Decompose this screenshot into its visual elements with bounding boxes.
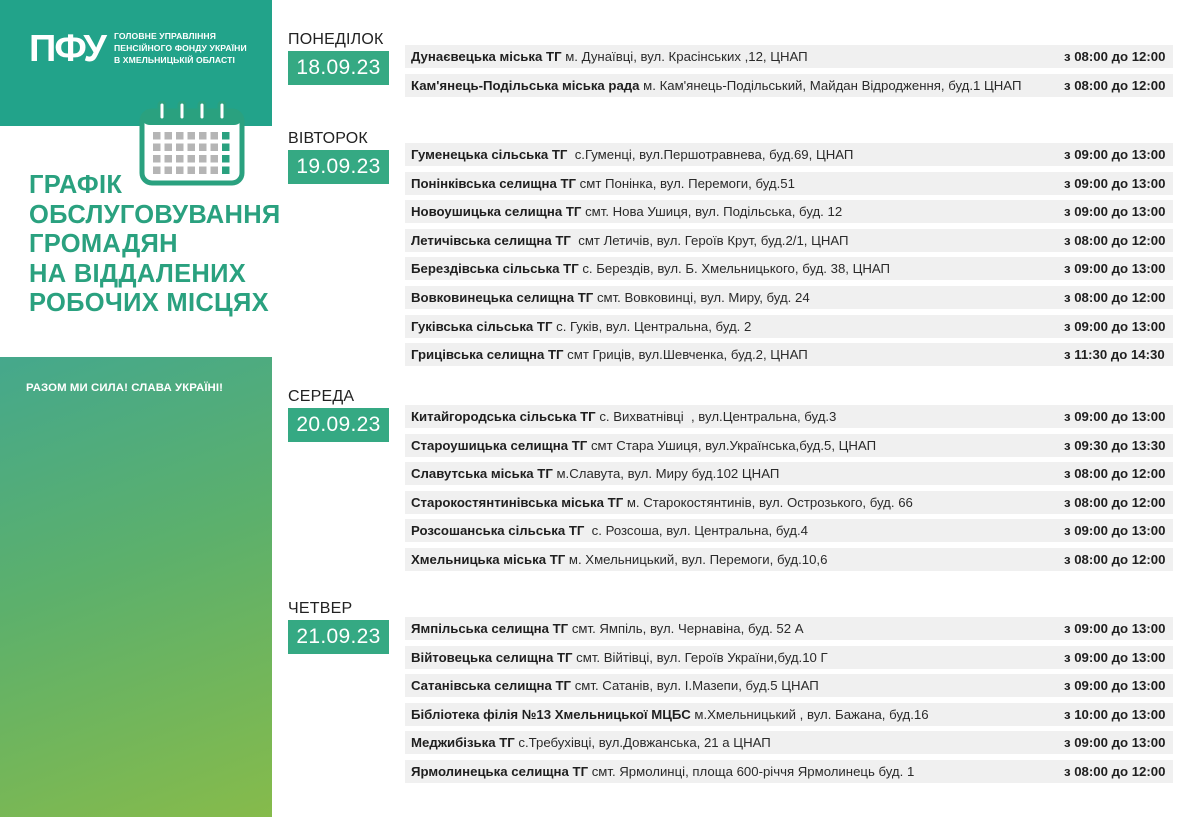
day-header-tuesday bbox=[288, 130, 398, 184]
location bbox=[411, 519, 808, 542]
calendar-cell bbox=[211, 155, 219, 163]
service-hours: з 09:00 до 13:00 bbox=[1064, 735, 1166, 751]
location bbox=[411, 343, 808, 366]
service-hours: з 09:30 до 13:30 bbox=[1064, 437, 1166, 453]
day-date: 21.09.23 bbox=[288, 620, 389, 654]
title-line: ГРОМАДЯН bbox=[29, 230, 178, 258]
schedule-row bbox=[405, 200, 1173, 223]
day-rows-wednesday bbox=[405, 405, 1173, 577]
location bbox=[411, 674, 819, 697]
service-hours: з 09:00 до 13:00 bbox=[1064, 621, 1166, 636]
location bbox=[411, 760, 914, 783]
gradient-band bbox=[0, 357, 272, 817]
location bbox=[411, 315, 751, 338]
schedule-row bbox=[405, 315, 1173, 338]
community-name: Розсошанська сільська ТГ bbox=[411, 523, 585, 539]
location bbox=[411, 731, 771, 754]
schedule-row bbox=[405, 491, 1173, 514]
community-name: Кам'янець-Подільська міська рада bbox=[411, 77, 640, 93]
schedule-row bbox=[405, 172, 1173, 195]
service-hours: з 09:00 до 13:00 bbox=[1064, 649, 1166, 665]
address: м. Дунаївці, вул. Красінських ,12, ЦНАП bbox=[561, 49, 808, 64]
service-hours: з 08:00 до 12:00 bbox=[1064, 551, 1166, 567]
schedule-row bbox=[405, 74, 1173, 97]
address: смт. Війтівці, вул. Героїв України,буд.10 Г bbox=[572, 649, 828, 665]
day-name: СЕРЕДА bbox=[288, 388, 355, 405]
pfu-logo: ПФУ bbox=[29, 28, 105, 70]
calendar-cell bbox=[153, 132, 161, 140]
address: м. Кам'янець-Подільський, Майдан Відродження, буд.1 ЦНАП bbox=[639, 77, 1022, 93]
service-hours: з 09:00 до 13:00 bbox=[1064, 318, 1166, 334]
community-name: Дунаєвецька міська ТГ bbox=[411, 49, 562, 64]
org-name-line: ПЕНСІЙНОГО ФОНДУ УКРАЇНИ bbox=[114, 43, 247, 53]
schedule-row bbox=[405, 731, 1173, 754]
day-rows-tuesday bbox=[405, 143, 1173, 372]
day-name: ПОНЕДІЛОК bbox=[288, 31, 384, 48]
service-hours: з 09:00 до 13:00 bbox=[1064, 678, 1166, 694]
address: с.Гуменці, вул.Першотравнева, буд.69, ЦНАП bbox=[567, 147, 854, 162]
title-line: РОБОЧИХ МІСЦЯХ bbox=[29, 289, 269, 317]
service-hours: з 08:00 до 12:00 bbox=[1064, 494, 1166, 510]
schedule-row bbox=[405, 405, 1173, 428]
schedule-title bbox=[29, 171, 281, 319]
address: с.Требухівці, вул.Довжанська, 21 а ЦНАП bbox=[514, 735, 771, 751]
calendar-cell bbox=[222, 144, 230, 152]
org-name-line: ГОЛОВНЕ УПРАВЛІННЯ bbox=[114, 31, 216, 41]
calendar-cell bbox=[165, 144, 173, 152]
location bbox=[411, 229, 849, 252]
day-rows-monday bbox=[405, 45, 1173, 102]
calendar-cell bbox=[199, 155, 207, 163]
location bbox=[411, 462, 779, 485]
community-name: Бібліотека філія №13 Хмельницької МЦБС bbox=[411, 706, 691, 722]
day-header-wednesday bbox=[288, 388, 398, 442]
schedule-row bbox=[405, 617, 1173, 640]
service-hours: з 08:00 до 12:00 bbox=[1064, 763, 1166, 779]
service-hours: з 09:00 до 13:00 bbox=[1064, 175, 1166, 191]
schedule-row bbox=[405, 343, 1173, 366]
calendar-cell bbox=[188, 144, 196, 152]
org-name bbox=[114, 30, 264, 66]
service-hours: з 09:00 до 13:00 bbox=[1064, 409, 1166, 424]
address: м.Хмельницький , вул. Бажана, буд.16 bbox=[690, 706, 929, 722]
community-name: Берездівська сільська ТГ bbox=[411, 261, 579, 277]
service-hours: з 09:00 до 13:00 bbox=[1064, 523, 1166, 539]
address: смт Летичів, вул. Героїв Крут, буд.2/1, ЦНАП bbox=[570, 232, 849, 248]
community-name: Вовковинецька селищна ТГ bbox=[411, 289, 594, 305]
schedule-row bbox=[405, 703, 1173, 726]
service-hours: з 08:00 до 12:00 bbox=[1064, 49, 1166, 64]
title-line: ГРАФІК bbox=[29, 171, 123, 199]
address: с. Гуків, вул. Центральна, буд. 2 bbox=[552, 318, 752, 334]
day-date: 19.09.23 bbox=[288, 150, 389, 184]
calendar-cell bbox=[222, 132, 230, 140]
schedule-row bbox=[405, 646, 1173, 669]
schedule-row bbox=[405, 462, 1173, 485]
service-hours: з 11:30 до 14:30 bbox=[1064, 347, 1165, 363]
day-name: ВІВТОРОК bbox=[288, 130, 368, 147]
location bbox=[411, 491, 913, 514]
community-name: Ямпільська селищна ТГ bbox=[411, 621, 569, 636]
day-name: ЧЕТВЕР bbox=[288, 600, 353, 617]
address: смт. Сатанів, вул. І.Мазепи, буд.5 ЦНАП bbox=[571, 678, 819, 694]
community-name: Меджибізька ТГ bbox=[411, 735, 515, 751]
address: смт Гриців, вул.Шевченка, буд.2, ЦНАП bbox=[563, 347, 808, 363]
community-name: Летичівська селищна ТГ bbox=[411, 232, 571, 248]
address: м.Славута, вул. Миру буд.102 ЦНАП bbox=[552, 466, 780, 482]
service-hours: з 08:00 до 12:00 bbox=[1064, 289, 1166, 305]
address: смт. Ямпіль, вул. Чернавіна, буд. 52 А bbox=[568, 621, 804, 636]
community-name: Китайгородська сільська ТГ bbox=[411, 409, 596, 424]
location bbox=[411, 548, 827, 571]
location bbox=[411, 646, 828, 669]
calendar-cell bbox=[176, 144, 184, 152]
address: смт. Вовковинці, вул. Миру, буд. 24 bbox=[593, 289, 810, 305]
calendar-cell bbox=[188, 132, 196, 140]
address: с. Вихватнівці , вул.Центральна, буд.3 bbox=[595, 409, 837, 424]
address: м. Старокостянтинів, вул. Острозького, буд. 66 bbox=[623, 494, 913, 510]
address: смт Стара Ушиця, вул.Українська,буд.5, ЦНАП bbox=[587, 437, 877, 453]
day-header-monday bbox=[288, 31, 398, 85]
location bbox=[411, 405, 836, 428]
calendar-cell bbox=[222, 155, 230, 163]
day-date: 20.09.23 bbox=[288, 408, 389, 442]
location bbox=[411, 172, 795, 195]
address: смт Понінка, вул. Перемоги, буд.51 bbox=[576, 175, 795, 191]
service-hours: з 09:00 до 13:00 bbox=[1064, 147, 1166, 162]
calendar-cell bbox=[153, 155, 161, 163]
location bbox=[411, 143, 853, 166]
calendar-cell bbox=[211, 144, 219, 152]
community-name: Хмельницька міська ТГ bbox=[411, 551, 566, 567]
address: с. Розсоша, вул. Центральна, буд.4 bbox=[584, 523, 808, 539]
org-name-line: В ХМЕЛЬНИЦЬКІЙ ОБЛАСТІ bbox=[114, 55, 235, 65]
location bbox=[411, 74, 1021, 97]
location bbox=[411, 434, 876, 457]
location bbox=[411, 257, 890, 280]
community-name: Славутська міська ТГ bbox=[411, 466, 553, 482]
community-name: Новоушицька селищна ТГ bbox=[411, 204, 582, 220]
title-line: НА ВІДДАЛЕНИХ bbox=[29, 259, 247, 288]
location bbox=[411, 617, 804, 640]
service-hours: з 09:00 до 13:00 bbox=[1064, 261, 1166, 277]
location bbox=[411, 703, 929, 726]
community-name: Війтовецька селищна ТГ bbox=[411, 649, 573, 665]
service-hours: з 08:00 до 12:00 bbox=[1064, 232, 1166, 248]
service-hours: з 08:00 до 12:00 bbox=[1064, 77, 1166, 93]
day-date: 18.09.23 bbox=[288, 51, 389, 85]
community-name: Староушицька селищна ТГ bbox=[411, 437, 588, 453]
schedule-row bbox=[405, 519, 1173, 542]
schedule-row bbox=[405, 760, 1173, 783]
schedule-row bbox=[405, 548, 1173, 571]
community-name: Сатанівська селищна ТГ bbox=[411, 678, 572, 694]
calendar-cell bbox=[176, 132, 184, 140]
community-name: Грицівська селищна ТГ bbox=[411, 347, 564, 363]
address: м. Хмельницький, вул. Перемоги, буд.10,6 bbox=[565, 551, 828, 567]
schedule-row bbox=[405, 674, 1173, 697]
location bbox=[411, 200, 842, 223]
community-name: Ярмолинецька селищна ТГ bbox=[411, 763, 589, 779]
calendar-cell bbox=[188, 155, 196, 163]
community-name: Старокостянтинівська міська ТГ bbox=[411, 494, 624, 510]
service-hours: з 10:00 до 13:00 bbox=[1064, 706, 1166, 722]
schedule-row bbox=[405, 434, 1173, 457]
calendar-cell bbox=[165, 132, 173, 140]
community-name: Понінківська селищна ТГ bbox=[411, 175, 576, 191]
service-hours: з 09:00 до 13:00 bbox=[1064, 204, 1166, 220]
calendar-cell bbox=[211, 132, 219, 140]
title-line: ОБСЛУГОВУВАННЯ bbox=[29, 200, 281, 229]
calendar-cell bbox=[153, 144, 161, 152]
community-name: Гуменецька сільська ТГ bbox=[411, 147, 568, 162]
day-rows-thursday bbox=[405, 617, 1173, 789]
service-hours: з 08:00 до 12:00 bbox=[1064, 466, 1166, 482]
location bbox=[411, 286, 810, 309]
calendar-cell bbox=[199, 132, 207, 140]
community-name: Гуківська сільська ТГ bbox=[411, 318, 553, 334]
schedule-row bbox=[405, 229, 1173, 252]
day-header-thursday bbox=[288, 600, 398, 654]
left-panel bbox=[0, 0, 281, 817]
location bbox=[411, 45, 808, 68]
slogan: РАЗОМ МИ СИЛА! СЛАВА УКРАЇНІ! bbox=[26, 382, 224, 394]
address: смт. Ярмолинці, площа 600-річчя Ярмолинець буд. 1 bbox=[588, 763, 915, 779]
schedule-row bbox=[405, 286, 1173, 309]
address: смт. Нова Ушиця, вул. Подільська, буд. 12 bbox=[581, 204, 843, 220]
schedule-row bbox=[405, 257, 1173, 280]
calendar-cell bbox=[165, 155, 173, 163]
schedule-row bbox=[405, 143, 1173, 166]
calendar-cell bbox=[176, 155, 184, 163]
calendar-cell bbox=[199, 144, 207, 152]
address: с. Берездів, вул. Б. Хмельницького, буд. 38, ЦНАП bbox=[578, 261, 891, 277]
schedule-row bbox=[405, 45, 1173, 68]
